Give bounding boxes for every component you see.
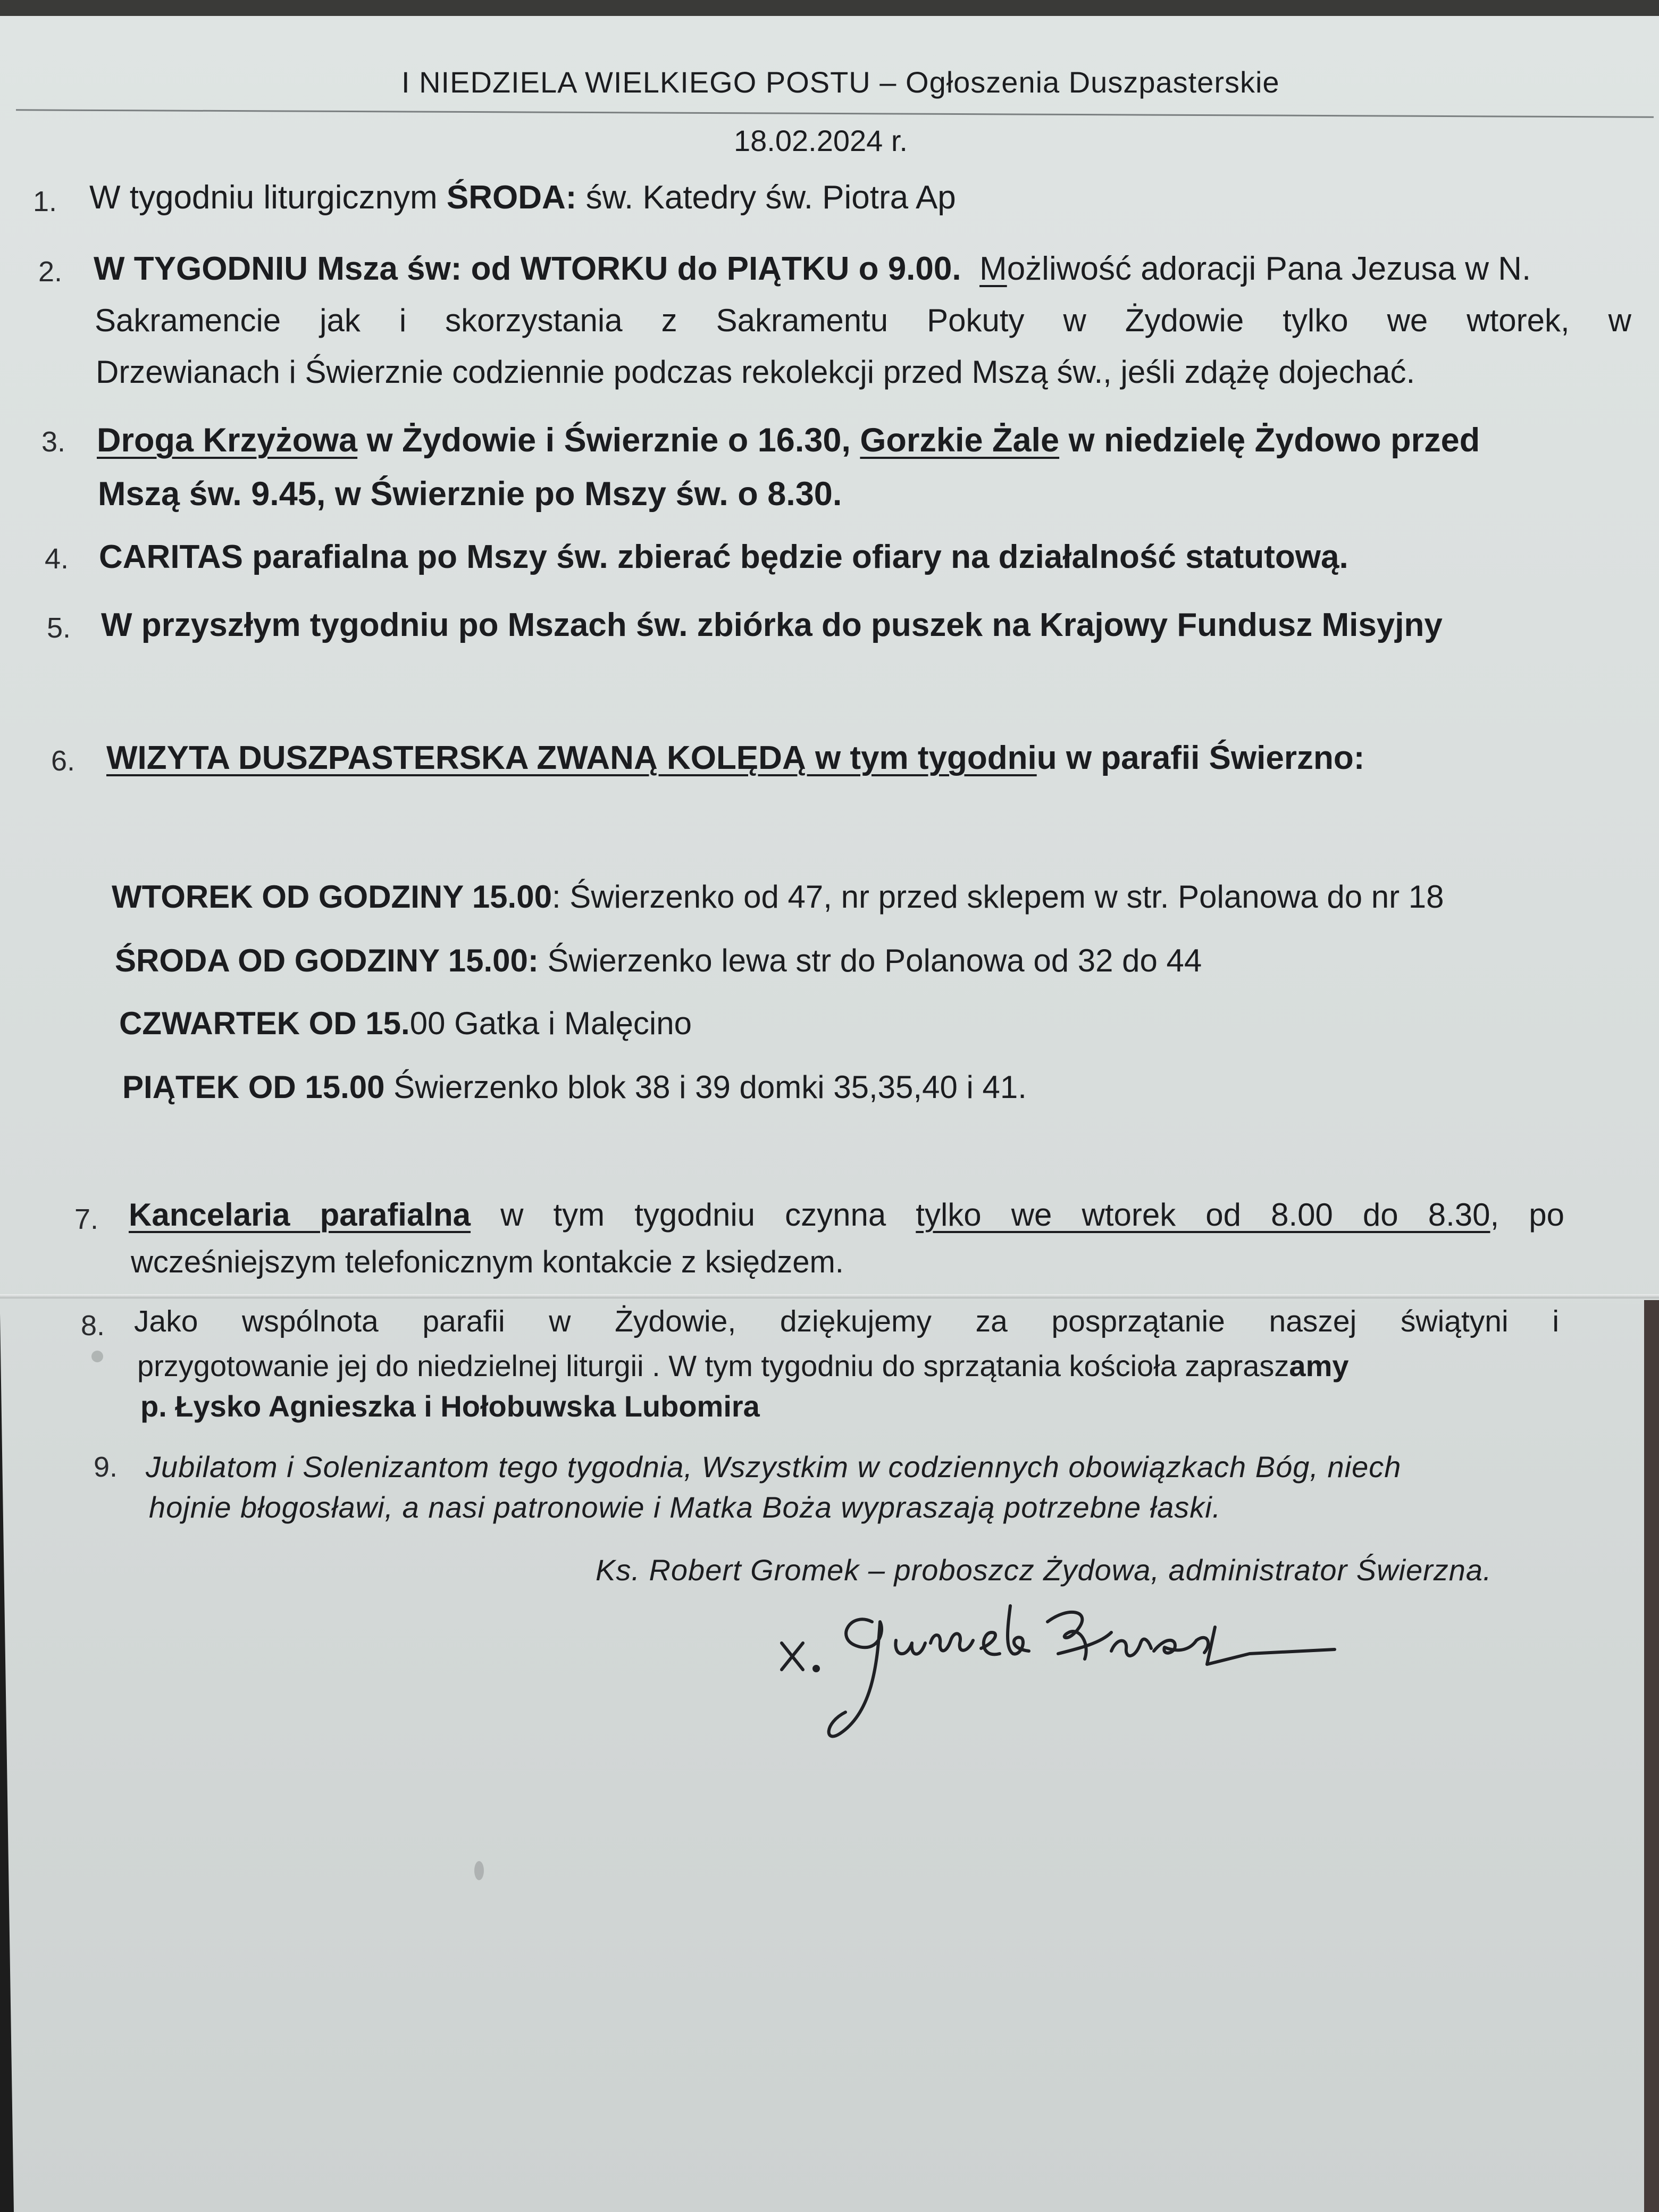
item-number: 4.	[45, 543, 69, 575]
schedule-row: CZWARTEK OD 15.00 Gatka i Malęcino	[119, 1006, 692, 1041]
document-date: 18.02.2024 r.	[734, 124, 908, 157]
paper-fold	[0, 1294, 1659, 1298]
item-number: 2.	[38, 256, 63, 288]
item-7-line-1: Kancelaria parafialna w tym tygodniu czynna tylko we wtorek od 8.00 do 8.30, po	[129, 1197, 1564, 1233]
schedule-row: PIĄTEK OD 15.00 Świerzenko blok 38 i 39 domki 35,35,40 i 41.	[122, 1069, 1027, 1105]
item-4-line: CARITAS parafialna po Mszy św. zbierać będzie ofiary na działalność statutową.	[99, 539, 1348, 575]
signature-caption: Ks. Robert Gromek – proboszcz Żydowa, administrator Świerzna.	[596, 1553, 1492, 1587]
document-title: I NIEDZIELA WIELKIEGO POSTU – Ogłoszenia Duszpasterskie	[401, 65, 1280, 99]
item-5-line: W przyszłym tygodniu po Mszach św. zbiórka do puszek na Krajowy Fundusz Misyjny	[101, 607, 1443, 643]
item-number: 5.	[47, 612, 71, 644]
item-2-line-3: Drzewianach i Świerznie codziennie podczas rekolekcji przed Mszą św., jeśli zdążę dojechać.	[96, 354, 1415, 390]
item-3-line-1: Droga Krzyżowa w Żydowie i Świerznie o 16.30, Gorzkie Żale w niedzielę Żydowo przed	[97, 422, 1480, 459]
item-9-line-1: Jubilatom i Solenizantom tego tygodnia, Wszystkim w codziennych obowiązkach Bóg, niech	[146, 1450, 1402, 1484]
item-number: 1.	[33, 186, 57, 217]
background-edge-right	[1644, 1300, 1659, 2212]
item-number: 3.	[41, 426, 66, 458]
item-number: 8.	[81, 1310, 105, 1342]
schedule-row: ŚRODA OD GODZINY 15.00: Świerzenko lewa str do Polanowa od 32 do 44	[115, 943, 1202, 978]
item-3-line-2: Mszą św. 9.45, w Świerznie po Mszy św. o 8.30.	[98, 475, 842, 513]
item-9-line-2: hojnie błogosławi, a nasi patronowie i Matka Boża wypraszają potrzebne łaski.	[149, 1490, 1221, 1524]
item-6-line: WIZYTA DUSZPASTERSKA ZWANĄ KOLĘDĄ w tym tygodniu w parafii Świerzno:	[106, 740, 1365, 776]
item-number: 9.	[94, 1451, 118, 1483]
item-8-line-3: p. Łysko Agnieszka i Hołobuwska Lubomira	[140, 1389, 760, 1423]
item-2-line-1: W TYGODNIU Msza św: od WTORKU do PIĄTKU o 9.00. Możliwość adoracji Pana Jezusa w N.	[94, 250, 1531, 287]
item-1-line: W tygodniu liturgicznym ŚRODA: św. Katedry św. Piotra Ap	[89, 179, 956, 216]
paper-lower-sheet	[0, 1297, 1659, 2212]
item-2-line-2: Sakramencie jak i skorzystania z Sakramentu Pokuty w Żydowie tylko we wtorek, w	[95, 303, 1631, 338]
item-8-line-1: Jako wspólnota parafii w Żydowie, dziękujemy za posprzątanie naszej świątyni i	[134, 1304, 1559, 1338]
item-8-line-2: przygotowanie jej do niedzielnej liturgii . W tym tygodniu do sprzątania kościoła zapraszamy	[137, 1349, 1349, 1382]
item-number: 6.	[51, 745, 76, 777]
paper-smudge	[474, 1861, 484, 1880]
handwritten-signature	[771, 1590, 1345, 1752]
paper-smudge	[91, 1351, 103, 1362]
schedule-row: WTOREK OD GODZINY 15.00: Świerzenko od 47, nr przed sklepem w str. Polanowa do nr 18	[112, 879, 1444, 915]
item-number: 7.	[74, 1203, 99, 1235]
item-7-line-2: wcześniejszym telefonicznym kontakcie z księdzem.	[131, 1245, 844, 1279]
